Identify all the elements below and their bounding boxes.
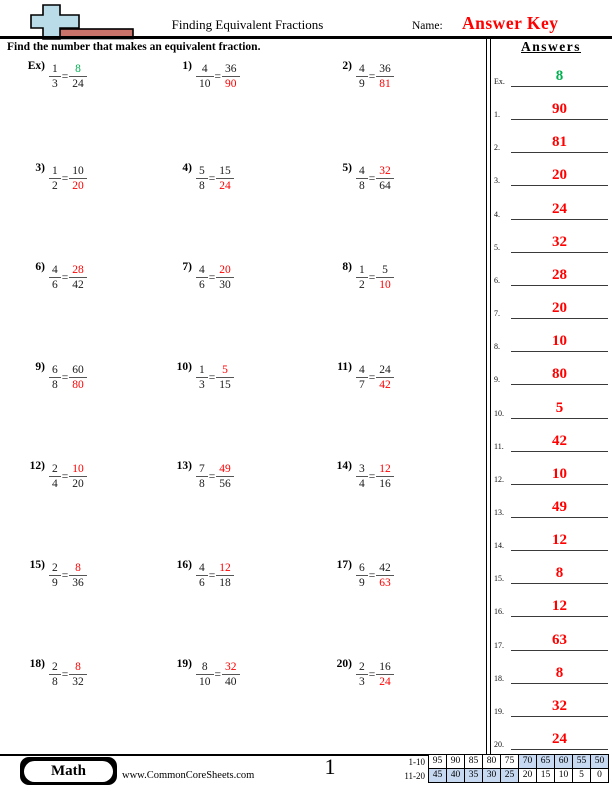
answer-row-12 (494, 464, 608, 485)
given-fraction: $\frac{6}{8}$ (49, 363, 61, 392)
fraction-equation (356, 263, 394, 292)
equivalent-fraction: $\frac{5}{15}$ (216, 363, 234, 392)
problem-3 (13, 162, 87, 193)
answer-number: 14. (494, 541, 504, 551)
answer-number: 9. (494, 375, 500, 385)
answer-row-11 (494, 431, 608, 452)
given-fraction: $\frac{2}{9}$ (49, 561, 61, 590)
problem-20 (320, 658, 394, 689)
given-fraction: $\frac{3}{4}$ (356, 462, 368, 491)
equivalent-fraction: $\frac{20}{30}$ (216, 263, 234, 292)
score-cell: 75 (501, 754, 519, 769)
equals-sign: = (368, 668, 376, 681)
answer-number: 8. (494, 342, 500, 352)
score-cell: 20 (519, 769, 537, 783)
given-fraction: $\frac{4}{7}$ (356, 363, 368, 392)
score-cell: 85 (465, 754, 483, 769)
problem-15 (13, 559, 87, 590)
problem-number: 11) (337, 361, 352, 373)
answer-blank-line (511, 730, 608, 750)
answer-blank-line (511, 233, 608, 253)
equivalent-fraction: $\frac{42}{63}$ (376, 561, 394, 590)
problem-number: 14) (336, 460, 352, 472)
answer-value: 12 (552, 598, 567, 615)
given-fraction: $\frac{1}{2}$ (356, 263, 368, 292)
equivalent-fraction: $\frac{36}{81}$ (376, 62, 394, 91)
equals-sign: = (208, 371, 216, 384)
score-cell: 55 (573, 754, 591, 769)
answer-row-16 (494, 596, 608, 617)
answer-value: 10 (552, 333, 567, 350)
problem-12 (13, 460, 87, 491)
problem-number: 3) (35, 162, 45, 174)
problem-number: 4) (182, 162, 192, 174)
answer-value: 49 (552, 498, 567, 515)
problem-number: 12) (29, 460, 45, 472)
problem-number: 5) (342, 162, 352, 174)
problem-16 (160, 559, 234, 590)
answer-value: 32 (552, 233, 567, 250)
page-title: Finding Equivalent Fractions (171, 17, 324, 32)
problem-number: 13) (176, 460, 192, 472)
equivalent-fraction: $\frac{10}{20}$ (69, 164, 87, 193)
problem-2 (320, 60, 394, 91)
answer-number: 19. (494, 706, 504, 716)
answer-number: 1. (494, 110, 500, 120)
problem-5 (320, 162, 394, 193)
given-fraction: $\frac{4}{9}$ (356, 62, 368, 91)
answer-row-17 (494, 630, 608, 651)
fraction-equation (196, 263, 234, 292)
answer-row-20 (494, 729, 608, 750)
fraction-equation (49, 660, 87, 689)
answer-blank-line (511, 299, 608, 319)
given-fraction: $\frac{2}{8}$ (49, 660, 61, 689)
answer-value: 8 (555, 565, 564, 582)
equals-sign: = (208, 470, 216, 483)
equals-sign: = (61, 172, 69, 185)
equivalent-fraction: $\frac{32}{64}$ (376, 164, 394, 193)
answer-row-7 (494, 298, 608, 319)
given-fraction: $\frac{4}{6}$ (196, 263, 208, 292)
given-fraction: $\frac{1}{3}$ (196, 363, 208, 392)
answer-number: Ex. (494, 77, 505, 86)
answer-blank-line (511, 597, 608, 617)
answer-row-18 (494, 663, 608, 684)
equals-sign: = (214, 70, 221, 83)
fraction-equation (49, 263, 87, 292)
problem-17 (320, 559, 394, 590)
answer-blank-line (511, 332, 608, 352)
answer-blank-line (511, 465, 608, 485)
answer-number: 6. (494, 275, 500, 285)
answer-blank-line (511, 133, 608, 153)
score-row (391, 754, 609, 769)
page-number: 1 (324, 754, 336, 779)
fraction-equation (49, 561, 87, 590)
score-cell: 45 (428, 769, 447, 783)
problem-Ex (13, 60, 87, 91)
fraction-equation (196, 462, 234, 491)
equivalent-fraction: $\frac{24}{42}$ (376, 363, 394, 392)
answer-value: 32 (552, 697, 567, 714)
answer-number: 10. (494, 408, 504, 418)
fraction-equation (49, 62, 87, 91)
problem-number: 9) (35, 361, 45, 373)
problem-number: 17) (336, 559, 352, 571)
instruction-text: Find the number that makes an equivalent fraction. (7, 41, 261, 53)
answer-value: 80 (552, 366, 567, 383)
answer-value: 81 (552, 134, 567, 151)
fraction-equation (356, 462, 394, 491)
answer-number: 16. (494, 607, 504, 617)
answer-row-10 (494, 398, 608, 419)
problem-number: 1) (182, 60, 192, 72)
problem-number: 19) (176, 658, 192, 670)
answer-blank-line (511, 399, 608, 419)
fraction-equation (196, 363, 234, 392)
answer-number: 17. (494, 640, 504, 650)
answer-blank-line (511, 432, 608, 452)
given-fraction: $\frac{4}{6}$ (49, 263, 61, 292)
score-cell: 80 (483, 754, 501, 769)
given-fraction: $\frac{7}{8}$ (196, 462, 208, 491)
name-label: Name: (412, 20, 443, 32)
answer-row-6 (494, 265, 608, 286)
answer-row-13 (494, 497, 608, 518)
problem-11 (320, 361, 394, 392)
answer-value: 20 (552, 300, 567, 317)
answer-blank-line (511, 67, 608, 87)
equals-sign: = (214, 668, 221, 681)
answer-value: 12 (552, 532, 567, 549)
equals-sign: = (61, 271, 69, 284)
equals-sign: = (61, 569, 69, 582)
problem-number: 7) (182, 261, 192, 273)
problem-7 (160, 261, 234, 292)
answer-blank-line (511, 531, 608, 551)
answer-blank-line (511, 100, 608, 120)
subject-logo (20, 757, 117, 785)
answer-row-5 (494, 232, 608, 253)
equivalent-fraction: $\frac{12}{18}$ (216, 561, 234, 590)
problem-8 (320, 261, 394, 292)
fraction-equation (49, 363, 87, 392)
given-fraction: $\frac{1}{3}$ (49, 62, 61, 91)
fraction-equation (196, 561, 234, 590)
answer-blank-line (511, 564, 608, 584)
answer-blank-line (511, 266, 608, 286)
score-range-label: 1-10 (408, 756, 425, 767)
equivalent-fraction: $\frac{32}{40}$ (222, 660, 240, 689)
answer-number: 4. (494, 209, 500, 219)
score-row (391, 769, 609, 783)
problem-4 (160, 162, 234, 193)
answer-number: 15. (494, 574, 504, 584)
given-fraction: $\frac{6}{9}$ (356, 561, 368, 590)
answer-blank-line (511, 166, 608, 186)
answer-value: 20 (552, 167, 567, 184)
answer-value: 42 (552, 432, 567, 449)
equals-sign: = (61, 70, 69, 83)
equals-sign: = (208, 172, 216, 185)
answer-number: 7. (494, 309, 500, 319)
equivalent-fraction: $\frac{8}{24}$ (69, 62, 87, 91)
equivalent-fraction: $\frac{15}{24}$ (216, 164, 234, 193)
answer-value: 24 (552, 200, 567, 217)
given-fraction: $\frac{2}{4}$ (49, 462, 61, 491)
equals-sign: = (368, 271, 376, 284)
score-table (391, 754, 609, 783)
equals-sign: = (61, 470, 69, 483)
answer-row-19 (494, 696, 608, 717)
answer-number: 13. (494, 507, 504, 517)
score-cell: 35 (465, 769, 483, 783)
score-cell: 40 (447, 769, 465, 783)
given-fraction: $\frac{2}{3}$ (356, 660, 368, 689)
answer-number: 3. (494, 176, 500, 186)
subject-label: Math (24, 761, 113, 782)
equivalent-fraction: $\frac{8}{32}$ (69, 660, 87, 689)
answer-blank-line (511, 697, 608, 717)
given-fraction: $\frac{4}{8}$ (356, 164, 368, 193)
score-cell: 95 (428, 754, 447, 769)
fraction-equation (356, 164, 394, 193)
website-text: www.CommonCoreSheets.com (122, 770, 255, 781)
answers-title: Answers (521, 39, 581, 54)
answer-row-9 (494, 364, 608, 385)
problem-number: 15) (29, 559, 45, 571)
problem-number: 2) (342, 60, 352, 72)
answer-value: 8 (555, 664, 564, 681)
answer-value: 63 (552, 631, 567, 648)
answer-blank-line (511, 664, 608, 684)
answer-number: 20. (494, 740, 504, 749)
score-cell: 10 (555, 769, 573, 783)
equals-sign: = (368, 371, 376, 384)
answer-value: 90 (552, 101, 567, 118)
fraction-equation (196, 62, 240, 91)
answer-value: 24 (552, 731, 567, 747)
score-cell: 30 (483, 769, 501, 783)
equals-sign: = (61, 371, 69, 384)
answer-blank-line (511, 200, 608, 220)
problem-number: 20) (336, 658, 352, 670)
score-cell: 15 (537, 769, 555, 783)
answer-row-14 (494, 530, 608, 551)
problem-13 (160, 460, 234, 491)
problem-19 (160, 658, 240, 689)
problem-14 (320, 460, 394, 491)
answer-number: 18. (494, 673, 504, 683)
answer-key-label: Answer Key (462, 13, 559, 33)
problem-number: 16) (176, 559, 192, 571)
answer-number: 5. (494, 242, 500, 252)
answer-number: 2. (494, 143, 500, 153)
score-cell: 5 (573, 769, 591, 783)
score-cell: 90 (447, 754, 465, 769)
equals-sign: = (368, 569, 376, 582)
answer-row-1 (494, 99, 608, 120)
score-cell: 0 (591, 769, 609, 783)
answer-number: 11. (494, 441, 504, 451)
answer-value: 5 (555, 399, 564, 416)
answer-blank-line (511, 631, 608, 651)
equivalent-fraction: $\frac{10}{20}$ (69, 462, 87, 491)
given-fraction: $\frac{4}{10}$ (196, 62, 214, 91)
score-cell: 25 (501, 769, 519, 783)
fraction-equation (49, 462, 87, 491)
problem-number: 18) (29, 658, 45, 670)
equals-sign: = (61, 668, 69, 681)
answer-value: 8 (555, 68, 564, 84)
problem-number: 8) (342, 261, 352, 273)
given-fraction: $\frac{1}{2}$ (49, 164, 61, 193)
equivalent-fraction: $\frac{28}{42}$ (69, 263, 87, 292)
problem-number: 6) (35, 261, 45, 273)
score-cell: 50 (591, 754, 609, 769)
equivalent-fraction: $\frac{60}{80}$ (69, 363, 87, 392)
equivalent-fraction: $\frac{5}{10}$ (376, 263, 394, 292)
fraction-equation (356, 561, 394, 590)
answer-value: 10 (552, 465, 567, 482)
equals-sign: = (368, 70, 376, 83)
fraction-equation (196, 660, 240, 689)
fraction-equation (356, 660, 394, 689)
problem-1 (160, 60, 240, 91)
score-cell: 70 (519, 754, 537, 769)
problem-9 (13, 361, 87, 392)
problem-number: Ex) (27, 60, 45, 72)
score-cell: 65 (537, 754, 555, 769)
answer-row-3 (494, 165, 608, 186)
equivalent-fraction: $\frac{16}{24}$ (376, 660, 394, 689)
fraction-equation (356, 363, 394, 392)
equivalent-fraction: $\frac{36}{90}$ (222, 62, 240, 91)
given-fraction: $\frac{5}{8}$ (196, 164, 208, 193)
answer-row-Ex (494, 66, 608, 87)
equals-sign: = (208, 569, 216, 582)
answers-separator (486, 37, 491, 755)
equals-sign: = (368, 172, 376, 185)
score-range-label: 11-20 (404, 771, 425, 781)
fraction-equation (196, 164, 234, 193)
answer-blank-line (511, 498, 608, 518)
equivalent-fraction: $\frac{8}{36}$ (69, 561, 87, 590)
equals-sign: = (368, 470, 376, 483)
score-cell: 60 (555, 754, 573, 769)
given-fraction: $\frac{8}{10}$ (196, 660, 214, 689)
equals-sign: = (208, 271, 216, 284)
fraction-equation (356, 62, 394, 91)
answer-row-15 (494, 563, 608, 584)
problem-6 (13, 261, 87, 292)
answer-value: 28 (552, 266, 567, 283)
answer-row-4 (494, 199, 608, 220)
answer-row-2 (494, 132, 608, 153)
answer-blank-line (511, 365, 608, 385)
given-fraction: $\frac{4}{6}$ (196, 561, 208, 590)
fraction-equation (49, 164, 87, 193)
problem-number: 10) (176, 361, 192, 373)
equivalent-fraction: $\frac{12}{16}$ (376, 462, 394, 491)
answer-row-8 (494, 331, 608, 352)
answer-number: 12. (494, 474, 504, 484)
equivalent-fraction: $\frac{49}{56}$ (216, 462, 234, 491)
problem-18 (13, 658, 87, 689)
problem-10 (160, 361, 234, 392)
